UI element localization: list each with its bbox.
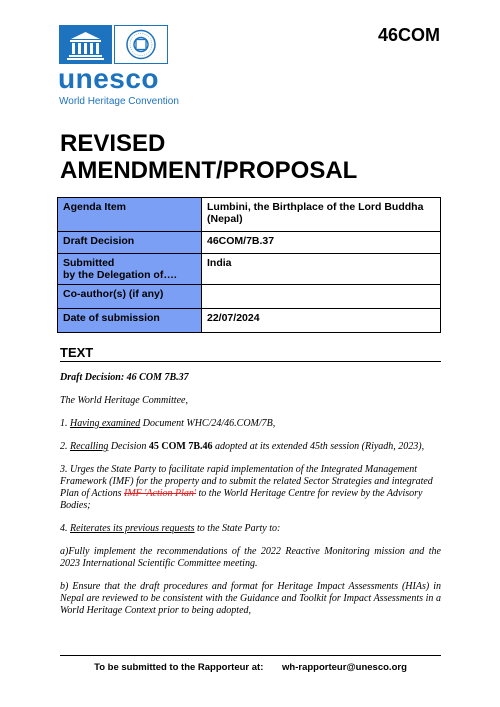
rapporteur-email[interactable]: wh-rapporteur@unesco.org xyxy=(282,662,407,673)
paragraph-1-rest: Document WHC/24/46.COM/7B, xyxy=(140,418,276,429)
paragraph-1 xyxy=(60,418,441,430)
decision-body xyxy=(60,372,441,628)
paragraph-1-num: 1. xyxy=(60,418,70,429)
draft-decision-value: 46COM/7B.37 xyxy=(202,232,441,254)
paragraph-2-action: Recalling xyxy=(70,441,109,452)
deleted-text: IMF 'Action Plan' xyxy=(123,488,197,499)
committee-intro: The World Heritage Committee, xyxy=(60,395,188,406)
paragraph-4-action: Reiterates its previous requests xyxy=(70,523,195,534)
submitted-label-line-1: Submitted xyxy=(63,257,115,269)
unesco-logo xyxy=(59,25,168,64)
paragraph-4a: a)Fully implement the recommendations of the 2022 Reactive Monitoring mission and the 2023 International Scientific Committee meeting. xyxy=(60,546,441,569)
temple-emblem xyxy=(59,25,112,64)
submitted-label-line-2: by the Delegation of…. xyxy=(63,269,177,281)
paragraph-2-rest: adopted at its extended 45th session (Riyadh, 2023), xyxy=(212,441,425,452)
agenda-item-label: Agenda Item xyxy=(58,198,202,232)
paragraph-1-action: Having examined xyxy=(70,418,141,429)
draft-decision-label: Draft Decision xyxy=(58,232,202,254)
paragraph-3 xyxy=(60,464,441,512)
submitted-by-value: India xyxy=(202,254,441,285)
table-row xyxy=(58,232,441,254)
table-row xyxy=(58,285,441,309)
table-row xyxy=(58,198,441,232)
co-authors-label: Co-author(s) (if any) xyxy=(58,285,202,309)
paragraph-2 xyxy=(60,441,441,453)
submission-date-value: 22/07/2024 xyxy=(202,309,441,333)
paragraph-3-rest: to the World Heritage Centre for review by the Advisory Bodies; xyxy=(60,488,423,511)
world-heritage-emblem xyxy=(114,25,168,64)
session-code: 46COM xyxy=(377,25,440,45)
table-row xyxy=(58,309,441,333)
draft-decision-title: Draft Decision: 46 COM 7B.37 xyxy=(60,372,189,383)
agenda-item-value: Lumbini, the Birthplace of the Lord Buddha (Nepal) xyxy=(202,198,441,232)
paragraph-4-rest: to the State Party to: xyxy=(194,523,281,534)
text-section-heading: TEXT xyxy=(60,345,94,360)
footer xyxy=(60,662,441,673)
divider xyxy=(60,361,441,362)
page-title xyxy=(60,130,357,184)
paragraph-4-num: 4. xyxy=(60,523,70,534)
submission-date-label: Date of submission xyxy=(58,309,202,333)
table-row xyxy=(58,254,441,285)
convention-subtitle: World Heritage Convention xyxy=(59,96,179,107)
submitted-by-label xyxy=(58,254,202,285)
title-line-1: REVISED xyxy=(60,130,166,157)
paragraph-2-pre: Decision xyxy=(108,441,149,452)
unesco-wordmark: unesco xyxy=(58,63,160,94)
paragraph-3-text: 3. Urges the State Party to facilitate rapid implementation of the Integrated Management Framework (IMF) for the property and to submit the related Sector Strategies and integrated Plan of Actions xyxy=(60,464,433,499)
footer-label: To be submitted to the Rapporteur at: xyxy=(94,662,264,673)
submission-info-table xyxy=(57,197,441,333)
paragraph-4b: b) Ensure that the draft procedures and format for Heritage Impact Assessments (HIAs) in Nepal are reviewed to be consistent with the Guidance and Toolkit for Impact Assessments in a World Heritage Context prior to being adopted, xyxy=(60,581,441,616)
title-line-2: AMENDMENT/PROPOSAL xyxy=(60,157,358,184)
paragraph-2-num: 2. xyxy=(60,441,70,452)
footer-divider xyxy=(60,655,441,656)
paragraph-4 xyxy=(60,523,441,535)
paragraph-2-decision-ref: 45 COM 7B.46 xyxy=(148,441,213,452)
co-authors-value xyxy=(202,285,441,309)
